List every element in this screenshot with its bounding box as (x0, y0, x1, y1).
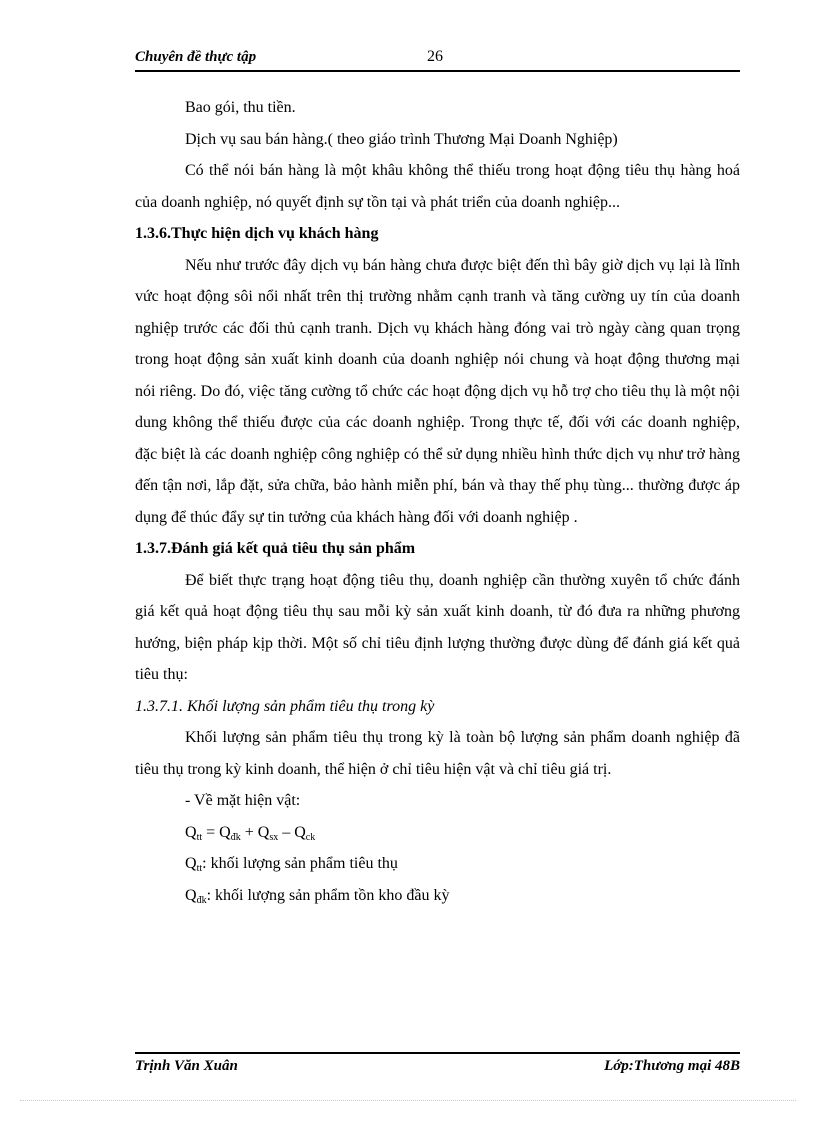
paragraph: Khối lượng sản phẩm tiêu thụ trong kỳ là toàn bộ lượng sản phẩm doanh nghiệp đã tiêu thụ trong kỳ kinh doanh, thể hiện ở chỉ tiêu hiện vật và chỉ tiêu giá trị. (135, 729, 740, 778)
footer-author: Trịnh Văn Xuân (135, 1058, 238, 1074)
page-header (135, 46, 740, 70)
definition-qtt: $Q_{tt}$: khối lượng sản phẩm tiêu thụ (185, 855, 398, 874)
definition-qdk: $Q_{đk}$: khối lượng sản phẩm tồn kho đầu kỳ (185, 886, 450, 906)
footer-rule (135, 1052, 740, 1054)
paragraph: Có thể nói bán hàng là một khâu không thể thiếu trong hoạt động tiêu thụ hàng hoá của doanh nghiệp, nó quyết định sự tồn tại và phát triển của doanh nghiệp... (135, 162, 740, 211)
header-title: Chuyên đề thực tập (135, 49, 257, 65)
header-rule (135, 70, 740, 72)
paragraph: Bao gói, thu tiền. (185, 99, 296, 116)
paragraph: Để biết thực trạng hoạt động tiêu thụ, doanh nghiệp cần thường xuyên tổ chức đánh giá kết quả hoạt động tiêu thụ sau mỗi kỳ sản xuất kinh doanh, từ đó đưa ra những phương hướng, biện pháp kịp thời. Một số chỉ tiêu định lượng thường được dùng để đánh giá kết quả tiêu thụ: (135, 571, 740, 683)
document-body (135, 92, 740, 911)
footer-class: Lớp:Thương mại 48B (604, 1058, 740, 1074)
page-number: 26 (427, 48, 443, 65)
formula: $Q_{tt} = Q_{đk} + Q_{sx} - Q_{ck}$ (185, 823, 316, 843)
paragraph: Dịch vụ sau bán hàng.( theo giáo trình Thương Mại Doanh Nghiệp) (185, 130, 618, 148)
page-edge-divider (20, 1100, 796, 1101)
section-heading-1-3-6: 1.3.6.Thực hiện dịch vụ khách hàng (135, 225, 379, 242)
section-heading-1-3-7: 1.3.7.Đánh giá kết quả tiêu thụ sản phẩm (135, 540, 416, 557)
subsection-heading-1-3-7-1: 1.3.7.1. Khối lượng sản phẩm tiêu thụ trong kỳ (135, 697, 435, 715)
paragraph: Nếu như trước đây dịch vụ bán hàng chưa được biệt đến thì bây giờ dịch vụ lại là lĩnh vức hoạt động sôi nổi nhất trên thị trường nhằm cạnh tranh và tăng cường uy tín của doanh nghiệp trước các đối thủ cạnh tranh. Dịch vụ khách hàng đóng vai trò ngày càng quan trọng trong hoạt động sản xuất kinh doanh của doanh nghiệp nói chung và hoạt động thương mại nói riêng. Do đó, việc tăng cường tổ chức các hoạt động dịch vụ hỗ trợ cho tiêu thụ là một nội dung không thể thiếu được của các doanh nghiệp. Trong thực tế, đối với các doanh nghiệp, đặc biệt là các doanh nghiệp công nghiệp có thể sử dụng nhiều hình thức dịch vụ như trở hàng đến tận nơi, lắp đặt, sửa chữa, bảo hành miễn phí, bán và thay thế phụ tùng... thường được áp dụng để thúc đẩy sự tin tưởng của khách hàng đối với doanh nghiệp . (135, 256, 740, 526)
paragraph: - Về mặt hiện vật: (185, 792, 301, 809)
